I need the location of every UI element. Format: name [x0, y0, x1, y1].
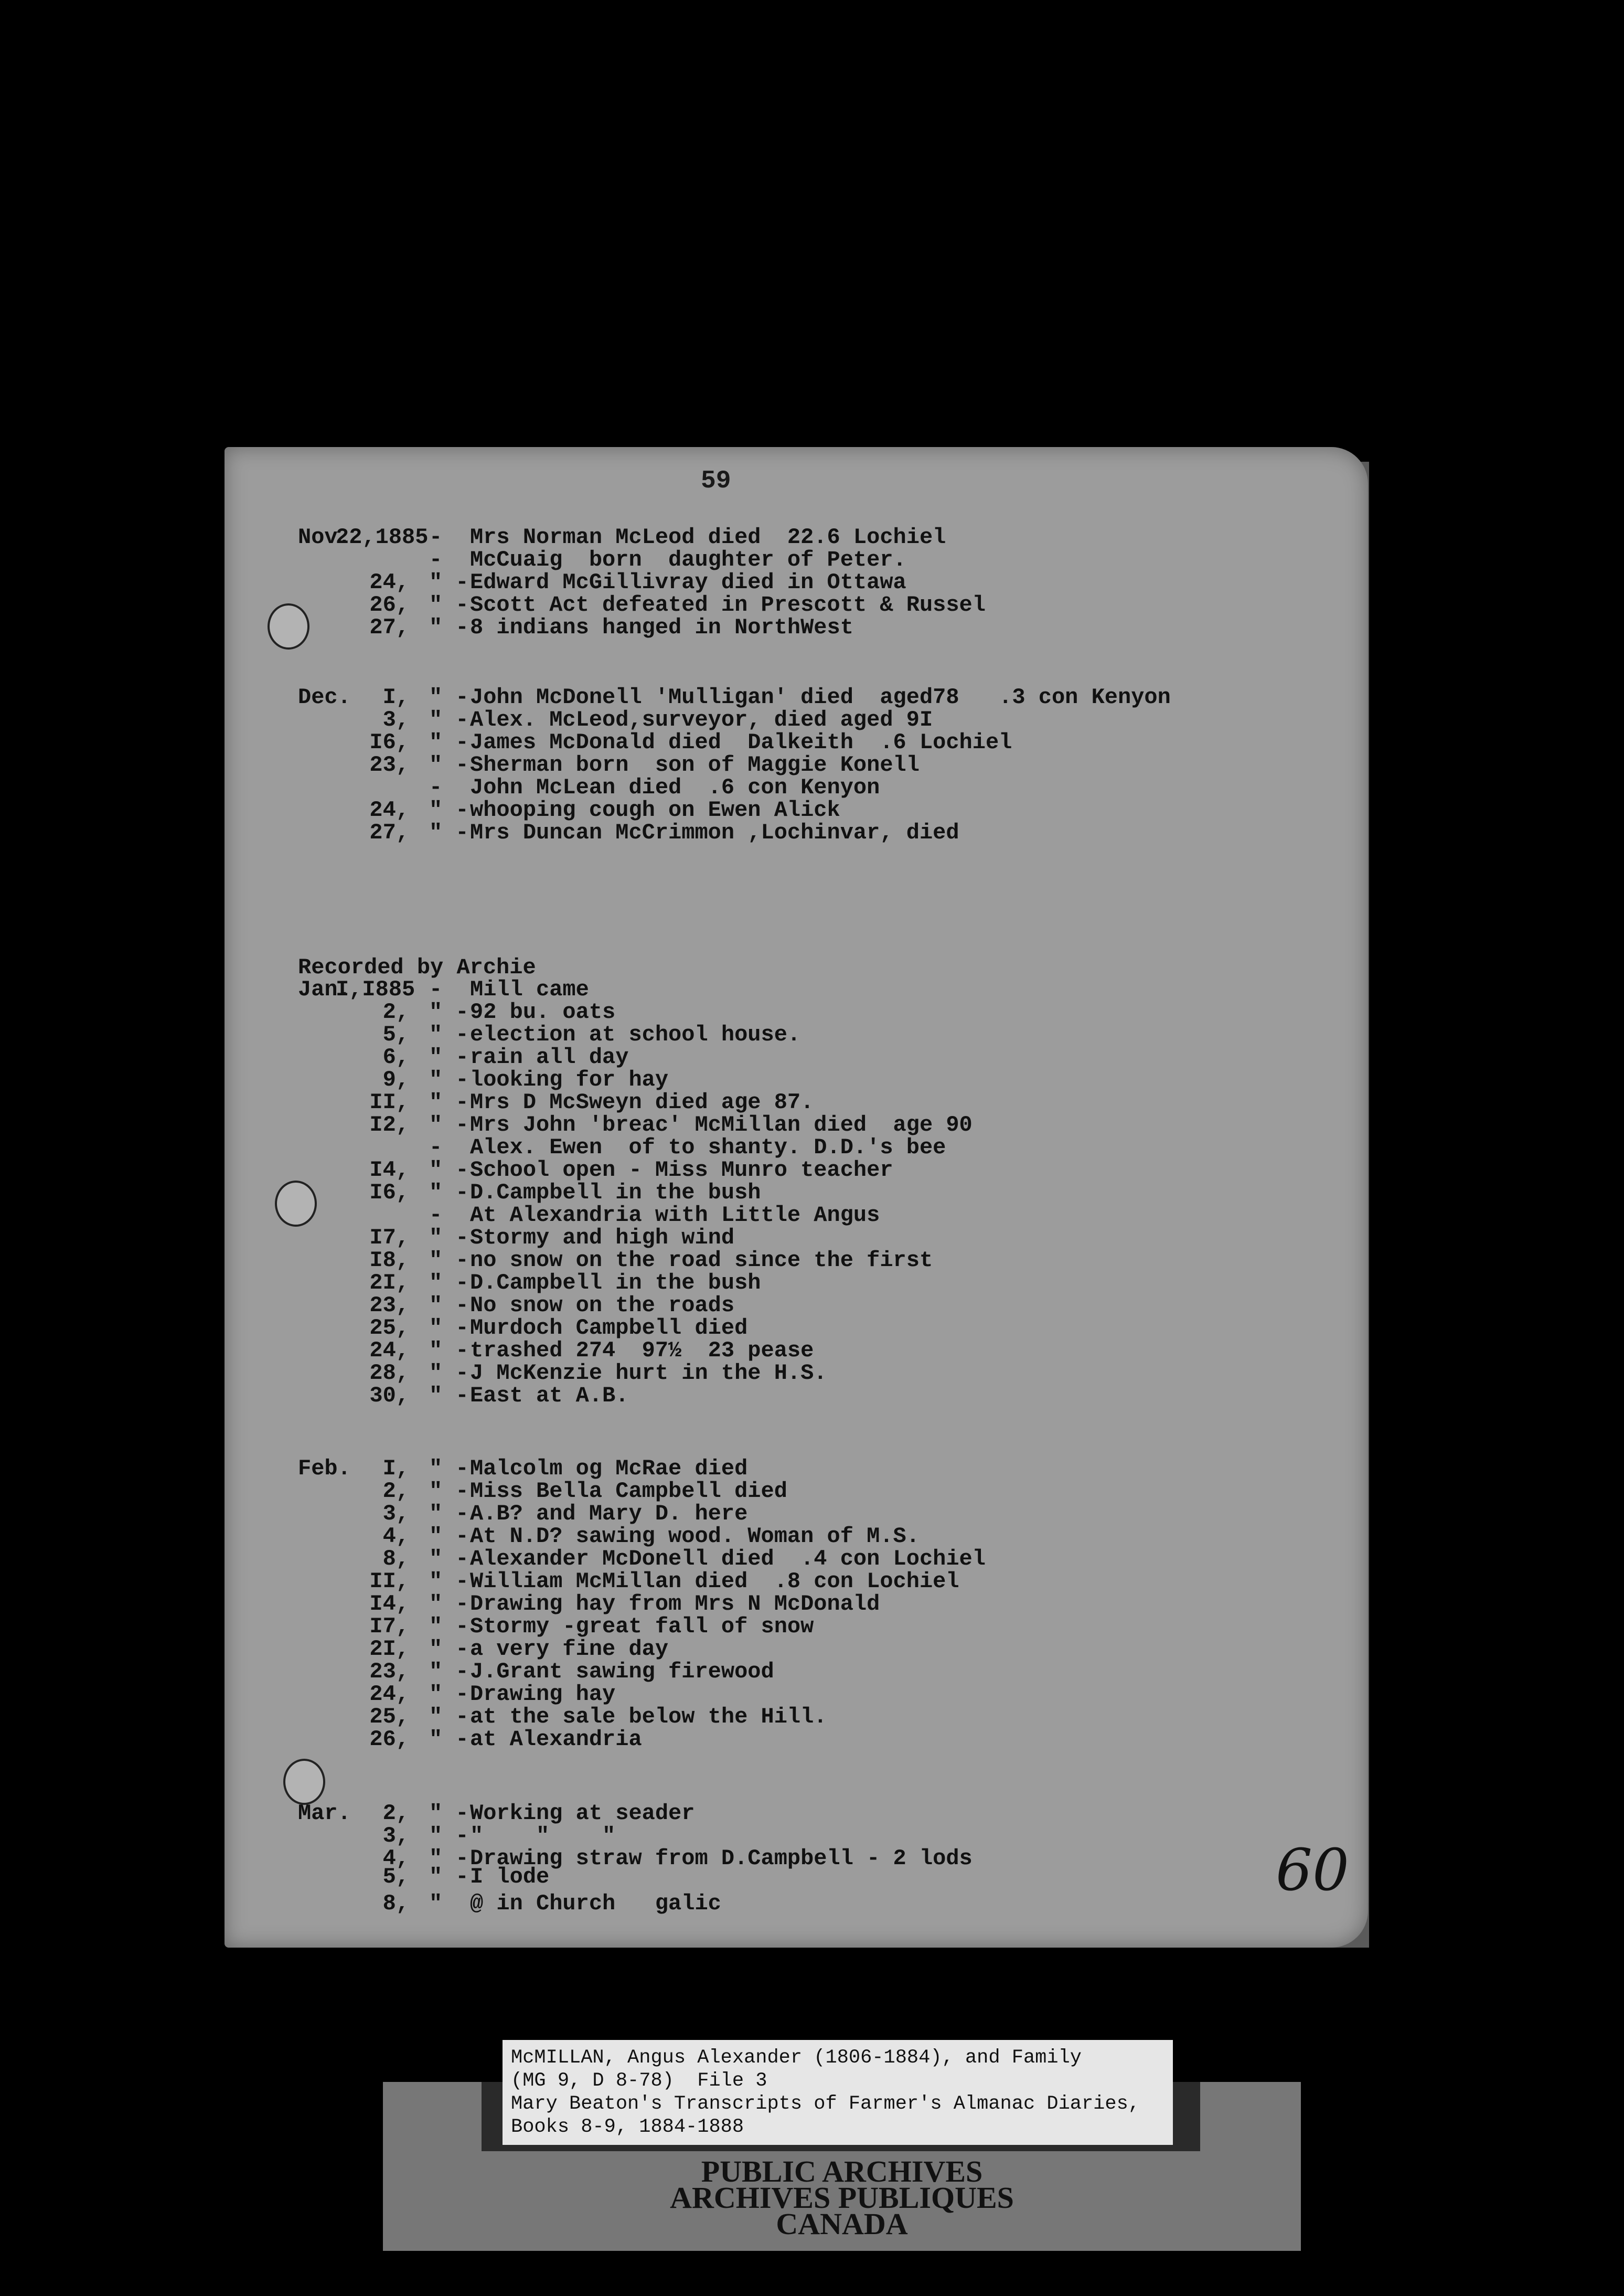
entry-ditto: " -	[429, 592, 469, 618]
entry-text: At Alexandria with Little Angus	[470, 1203, 880, 1228]
entry-day: I4,	[369, 1591, 409, 1617]
entry-ditto: -	[429, 1135, 443, 1160]
entry-text: No snow on the roads	[470, 1293, 735, 1318]
entry-day: 9,	[382, 1067, 409, 1092]
entry-text: D.Campbell in the bush	[470, 1180, 761, 1205]
entry-ditto: " -	[429, 1456, 469, 1481]
entry-day: 22,1885	[336, 525, 429, 550]
entry-day: 8,	[382, 1546, 409, 1571]
entry-month: Recorded by Archie	[298, 955, 536, 980]
entry-text: At N.D? sawing wood. Woman of M.S.	[470, 1524, 920, 1549]
entry-text: John McLean died .6 con Kenyon	[470, 775, 880, 800]
entry-text: East at A.B.	[470, 1383, 629, 1408]
entry-day: I6,	[369, 1180, 409, 1205]
entry-day: I,I885	[336, 977, 415, 1002]
handwritten-page-note: 60	[1276, 1836, 1349, 1904]
punch-hole-middle	[275, 1181, 317, 1227]
entry-day: 2,	[382, 1000, 409, 1025]
entry-day: 2,	[382, 1479, 409, 1504]
entry-ditto: " -	[429, 1636, 469, 1662]
entry-day: 24,	[369, 798, 409, 823]
entry-text: Drawing straw from D.Campbell - 2 lods	[470, 1846, 973, 1871]
entry-day: 24,	[369, 1682, 409, 1707]
entry-ditto: " -	[429, 685, 469, 710]
entry-day: 23,	[369, 1293, 409, 1318]
entry-text: Mill came	[470, 977, 589, 1002]
entry-text: Stormy -great fall of snow	[470, 1614, 814, 1639]
entry-day: 30,	[369, 1383, 409, 1408]
entry-month: Nov.	[298, 525, 351, 550]
entry-text: Murdoch Campbell died	[470, 1315, 748, 1341]
entry-day: II,	[369, 1090, 409, 1115]
entry-ditto: " -	[429, 1293, 469, 1318]
entry-text: James McDonald died Dalkeith .6 Lochiel	[470, 730, 1012, 755]
entry-ditto: " -	[429, 1569, 469, 1594]
entry-text: I lode	[470, 1864, 550, 1889]
entry-text: Edward McGillivray died in Ottawa	[470, 570, 906, 595]
entry-ditto: " -	[429, 1614, 469, 1639]
entry-ditto: " -	[429, 1248, 469, 1273]
entry-ditto: " -	[429, 1157, 469, 1183]
entry-text: D.Campbell in the bush	[470, 1270, 761, 1295]
entry-day: 23,	[369, 752, 409, 778]
entry-text: Alex. Ewen of to shanty. D.D.'s bee	[470, 1135, 946, 1160]
entry-text: Stormy and high wind	[470, 1225, 735, 1250]
entry-ditto: " -	[429, 1524, 469, 1549]
entry-text: Drawing hay	[470, 1682, 616, 1707]
entry-day: 5,	[382, 1022, 409, 1047]
entry-day: 2,	[382, 1801, 409, 1826]
entry-day: 28,	[369, 1360, 409, 1386]
label-line-3: Mary Beaton's Transcripts of Farmer's Almanac Diaries,	[511, 2093, 1140, 2115]
entry-day: 3,	[382, 1823, 409, 1848]
entry-text: looking for hay	[470, 1067, 669, 1092]
entry-day: I8,	[369, 1248, 409, 1273]
entry-day: 26,	[369, 1727, 409, 1752]
entry-month: Mar.	[298, 1801, 351, 1826]
entry-text: Malcolm og McRae died	[470, 1456, 748, 1481]
entry-ditto: " -	[429, 1090, 469, 1115]
stamp-line-2: ARCHIVES PUBLIQUES	[670, 2181, 1014, 2215]
entry-text: A.B? and Mary D. here	[470, 1501, 748, 1526]
entry-ditto: " -	[429, 1180, 469, 1205]
entry-ditto: " -	[429, 1801, 469, 1826]
entry-text: Sherman born son of Maggie Konell	[470, 752, 920, 778]
label-line-1: McMILLAN, Angus Alexander (1806-1884), and Family	[511, 2047, 1082, 2069]
entry-day: 4,	[382, 1846, 409, 1871]
entry-ditto: -	[429, 525, 443, 550]
entry-day: 8,	[382, 1891, 409, 1916]
entry-day: 3,	[382, 1501, 409, 1526]
entry-ditto: " -	[429, 1383, 469, 1408]
entry-ditto: " -	[429, 1360, 469, 1386]
entry-day: I7,	[369, 1225, 409, 1250]
entry-day: I2,	[369, 1112, 409, 1138]
collection-label	[503, 2040, 1173, 2145]
entry-text: Drawing hay from Mrs N McDonald	[470, 1591, 880, 1617]
entry-ditto: " -	[429, 1338, 469, 1363]
entry-day: 27,	[369, 615, 409, 640]
entry-month: Feb.	[298, 1456, 351, 1481]
entry-ditto: " -	[429, 730, 469, 755]
entry-ditto: " -	[429, 1546, 469, 1571]
entry-text: a very fine day	[470, 1636, 669, 1662]
entry-text: McCuaig born daughter of Peter.	[470, 547, 906, 572]
entry-ditto: " -	[429, 1704, 469, 1729]
entry-ditto: " -	[429, 1000, 469, 1025]
entry-day: II,	[369, 1569, 409, 1594]
entry-day: 24,	[369, 1338, 409, 1363]
entry-ditto: " -	[429, 1270, 469, 1295]
entry-text: Mrs John 'breac' McMillan died age 90	[470, 1112, 973, 1138]
entry-ditto: " -	[429, 752, 469, 778]
entry-text: William McMillan died .8 con Lochiel	[470, 1569, 959, 1594]
entry-text: whooping cough on Ewen Alick	[470, 798, 840, 823]
entry-ditto: " -	[429, 707, 469, 732]
entry-ditto: -	[429, 775, 443, 800]
entry-text: Mrs D McSweyn died age 87.	[470, 1090, 814, 1115]
entry-day: 2I,	[369, 1270, 409, 1295]
entry-day: I7,	[369, 1614, 409, 1639]
entry-ditto: " -	[429, 1659, 469, 1684]
entry-text: J.Grant sawing firewood	[470, 1659, 774, 1684]
label-line-4: Books 8-9, 1884-1888	[511, 2116, 744, 2138]
entry-text: Mrs Duncan McCrimmon ,Lochinvar, died	[470, 820, 959, 845]
entry-day: 24,	[369, 570, 409, 595]
entry-text: election at school house.	[470, 1022, 801, 1047]
entry-day: 6,	[382, 1045, 409, 1070]
entry-text: rain all day	[470, 1045, 629, 1070]
entry-text: Mrs Norman McLeod died 22.6 Lochiel	[470, 525, 946, 550]
entry-ditto: " -	[429, 1045, 469, 1070]
entry-ditto: " -	[429, 1225, 469, 1250]
entry-ditto: -	[429, 977, 443, 1002]
entry-ditto: " -	[429, 798, 469, 823]
entry-text: John McDonell 'Mulligan' died aged78 .3 con Kenyon	[470, 685, 1171, 710]
entry-text: 8 indians hanged in NorthWest	[470, 615, 853, 640]
entry-ditto: " -	[429, 820, 469, 845]
entry-month: Dec.	[298, 685, 351, 710]
entry-day: 27,	[369, 820, 409, 845]
entry-text: School open - Miss Munro teacher	[470, 1157, 893, 1183]
entry-ditto: " -	[429, 1591, 469, 1617]
punch-hole-top	[268, 603, 309, 650]
entry-month: Jan.	[298, 977, 351, 1002]
entry-text: Miss Bella Campbell died	[470, 1479, 787, 1504]
entry-day: 25,	[369, 1315, 409, 1341]
entry-text: Working at seader	[470, 1801, 695, 1826]
entry-text: at the sale below the Hill.	[470, 1704, 827, 1729]
page-number: 59	[701, 467, 731, 495]
entry-day: I4,	[369, 1157, 409, 1183]
entry-day: I,	[382, 1456, 409, 1481]
entry-text: Scott Act defeated in Prescott & Russel	[470, 592, 986, 618]
entry-text: J McKenzie hurt in the H.S.	[470, 1360, 827, 1386]
entry-ditto: " -	[429, 1479, 469, 1504]
stamp-line-3: CANADA	[776, 2207, 908, 2241]
label-line-2: (MG 9, D 8-78) File 3	[511, 2070, 767, 2092]
entry-text: Alexander McDonell died .4 con Lochiel	[470, 1546, 986, 1571]
entry-ditto: " -	[429, 1112, 469, 1138]
entry-day: 2I,	[369, 1636, 409, 1662]
stamp-line-1: PUBLIC ARCHIVES	[701, 2154, 983, 2188]
entry-ditto: " -	[429, 1315, 469, 1341]
entry-ditto: -	[429, 547, 443, 572]
entry-day: 26,	[369, 592, 409, 618]
entry-ditto: " -	[429, 570, 469, 595]
entry-text: @ in Church galic	[470, 1891, 721, 1916]
entry-ditto: " -	[429, 1864, 469, 1889]
entry-ditto: " -	[429, 1682, 469, 1707]
entry-ditto: " -	[429, 1067, 469, 1092]
entry-ditto: " -	[429, 1022, 469, 1047]
entry-day: I,	[382, 685, 409, 710]
entry-ditto: " -	[429, 1823, 469, 1848]
entry-day: 23,	[369, 1659, 409, 1684]
entry-ditto: " -	[429, 1501, 469, 1526]
entry-text: at Alexandria	[470, 1727, 642, 1752]
entry-ditto: " -	[429, 1727, 469, 1752]
entry-day: 4,	[382, 1524, 409, 1549]
entry-text: Alex. McLeod,surveyor, died aged 9I	[470, 707, 933, 732]
entry-text: trashed 274 97½ 23 pease	[470, 1338, 814, 1363]
entry-day: 25,	[369, 1704, 409, 1729]
entry-ditto: " -	[429, 1846, 469, 1871]
entry-day: I6,	[369, 730, 409, 755]
entry-ditto: " -	[429, 615, 469, 640]
entry-text: no snow on the road since the first	[470, 1248, 933, 1273]
entry-ditto: -	[429, 1203, 443, 1228]
punch-hole-bottom	[283, 1759, 325, 1805]
entry-text: 92 bu. oats	[470, 1000, 616, 1025]
entry-day: 5,	[382, 1864, 409, 1889]
entry-ditto: "	[429, 1891, 443, 1916]
entry-text: " " "	[470, 1823, 616, 1848]
entry-day: 3,	[382, 707, 409, 732]
